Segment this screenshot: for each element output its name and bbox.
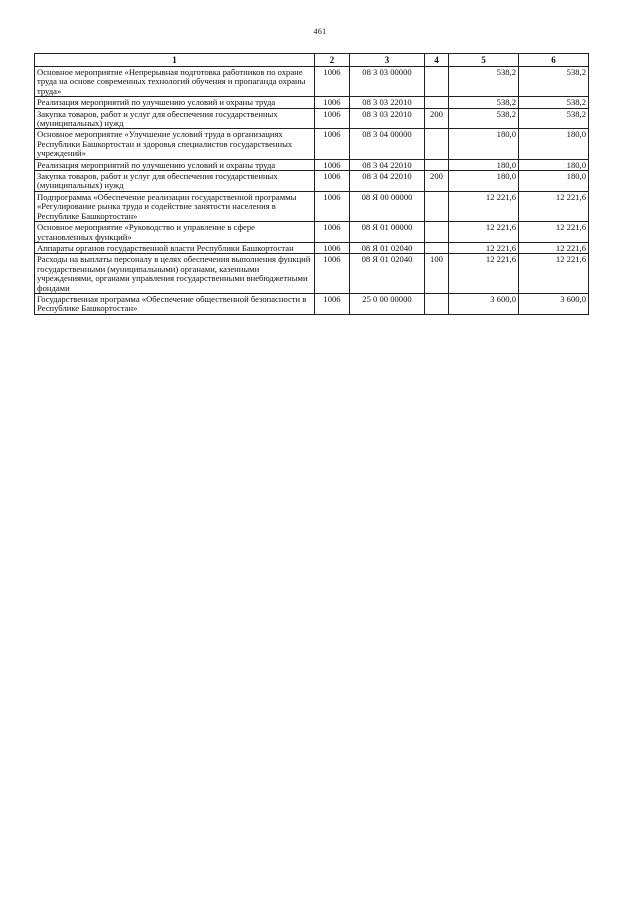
row-name-cell: Закупка товаров, работ и услуг для обеспечения государственных (муниципальных) нужд: [35, 108, 315, 129]
amount-cell: 12 221,6: [449, 242, 519, 253]
section-code-cell: 1006: [315, 171, 350, 192]
amount-cell: 538,2: [519, 97, 589, 108]
amount-cell: 12 221,6: [519, 222, 589, 243]
column-header: 6: [519, 54, 589, 67]
target-article-cell: 08 3 03 22010: [350, 97, 425, 108]
amount-cell: 12 221,6: [519, 254, 589, 294]
table-row: [35, 97, 589, 108]
expense-type-cell: 100: [425, 254, 449, 294]
header-row: [35, 54, 589, 67]
expense-type-cell: [425, 97, 449, 108]
amount-cell: 180,0: [519, 129, 589, 159]
amount-cell: 12 221,6: [449, 222, 519, 243]
table-row: [35, 242, 589, 253]
table-row: [35, 159, 589, 170]
amount-cell: 538,2: [449, 97, 519, 108]
target-article-cell: 08 3 03 22010: [350, 108, 425, 129]
amount-cell: 12 221,6: [519, 191, 589, 221]
expense-type-cell: [425, 129, 449, 159]
expense-type-cell: [425, 242, 449, 253]
amount-cell: 180,0: [449, 129, 519, 159]
column-header: 1: [35, 54, 315, 67]
expense-type-cell: [425, 191, 449, 221]
amount-cell: 3 600,0: [519, 293, 589, 314]
row-name-cell: Реализация мероприятий по улучшению условий и охраны труда: [35, 159, 315, 170]
table-row: [35, 222, 589, 243]
amount-cell: 12 221,6: [449, 254, 519, 294]
table-body: [35, 67, 589, 315]
table-row: [35, 129, 589, 159]
amount-cell: 538,2: [449, 108, 519, 129]
section-code-cell: 1006: [315, 254, 350, 294]
amount-cell: 12 221,6: [519, 242, 589, 253]
section-code-cell: 1006: [315, 129, 350, 159]
target-article-cell: 08 Я 01 02040: [350, 254, 425, 294]
target-article-cell: 08 3 04 22010: [350, 159, 425, 170]
target-article-cell: 08 3 04 00000: [350, 129, 425, 159]
column-header: 2: [315, 54, 350, 67]
expense-type-cell: [425, 222, 449, 243]
expense-type-cell: [425, 159, 449, 170]
amount-cell: 12 221,6: [449, 191, 519, 221]
table-row: [35, 171, 589, 192]
amount-cell: 538,2: [519, 108, 589, 129]
row-name-cell: Аппараты органов государственной власти Республики Башкортостан: [35, 242, 315, 253]
amount-cell: 180,0: [519, 159, 589, 170]
target-article-cell: 08 Я 00 00000: [350, 191, 425, 221]
amount-cell: 180,0: [449, 159, 519, 170]
column-header: 5: [449, 54, 519, 67]
section-code-cell: 1006: [315, 293, 350, 314]
row-name-cell: Государственная программа «Обеспечение общественной безопасности в Республике Башкортостан»: [35, 293, 315, 314]
section-code-cell: 1006: [315, 159, 350, 170]
table-row: [35, 254, 589, 294]
expense-type-cell: [425, 293, 449, 314]
amount-cell: 180,0: [519, 171, 589, 192]
amount-cell: 3 600,0: [449, 293, 519, 314]
amount-cell: 180,0: [449, 171, 519, 192]
section-code-cell: 1006: [315, 191, 350, 221]
table-row: [35, 191, 589, 221]
row-name-cell: Реализация мероприятий по улучшению условий и охраны труда: [35, 97, 315, 108]
column-header: 3: [350, 54, 425, 67]
target-article-cell: 08 Я 01 02040: [350, 242, 425, 253]
row-name-cell: Расходы на выплаты персоналу в целях обеспечения выполнения функций государственными (муниципальными) органами, казенными учреждениями, органами управления государственными внебюджетными фондами: [35, 254, 315, 294]
row-name-cell: Основное мероприятие «Улучшение условий труда в организациях Республики Башкортостан и здоровья специалистов государственных учреждений»: [35, 129, 315, 159]
expense-type-cell: 200: [425, 108, 449, 129]
row-name-cell: Основное мероприятие «Руководство и управление в сфере установленных функций»: [35, 222, 315, 243]
section-code-cell: 1006: [315, 242, 350, 253]
section-code-cell: 1006: [315, 97, 350, 108]
target-article-cell: 08 3 03 00000: [350, 67, 425, 97]
column-header: 4: [425, 54, 449, 67]
table-row: [35, 293, 589, 314]
section-code-cell: 1006: [315, 67, 350, 97]
table-row: [35, 108, 589, 129]
section-code-cell: 1006: [315, 222, 350, 243]
amount-cell: 538,2: [519, 67, 589, 97]
page-number: 461: [313, 27, 327, 36]
row-name-cell: Подпрограмма «Обеспечение реализации государственной программы «Регулирование рынка труда и содействие занятости населения в Республике Башкортостан»: [35, 191, 315, 221]
amount-cell: 538,2: [449, 67, 519, 97]
expense-type-cell: [425, 67, 449, 97]
section-code-cell: 1006: [315, 108, 350, 129]
target-article-cell: 08 3 04 22010: [350, 171, 425, 192]
budget-table: [34, 53, 589, 315]
target-article-cell: 08 Я 01 00000: [350, 222, 425, 243]
target-article-cell: 25 0 00 00000: [350, 293, 425, 314]
table-row: [35, 67, 589, 97]
row-name-cell: Основное мероприятие «Непрерывная подготовка работников по охране труда на основе современных технологий обучения и пропаганда охраны труда»: [35, 67, 315, 97]
expense-type-cell: 200: [425, 171, 449, 192]
row-name-cell: Закупка товаров, работ и услуг для обеспечения государственных (муниципальных) нужд: [35, 171, 315, 192]
